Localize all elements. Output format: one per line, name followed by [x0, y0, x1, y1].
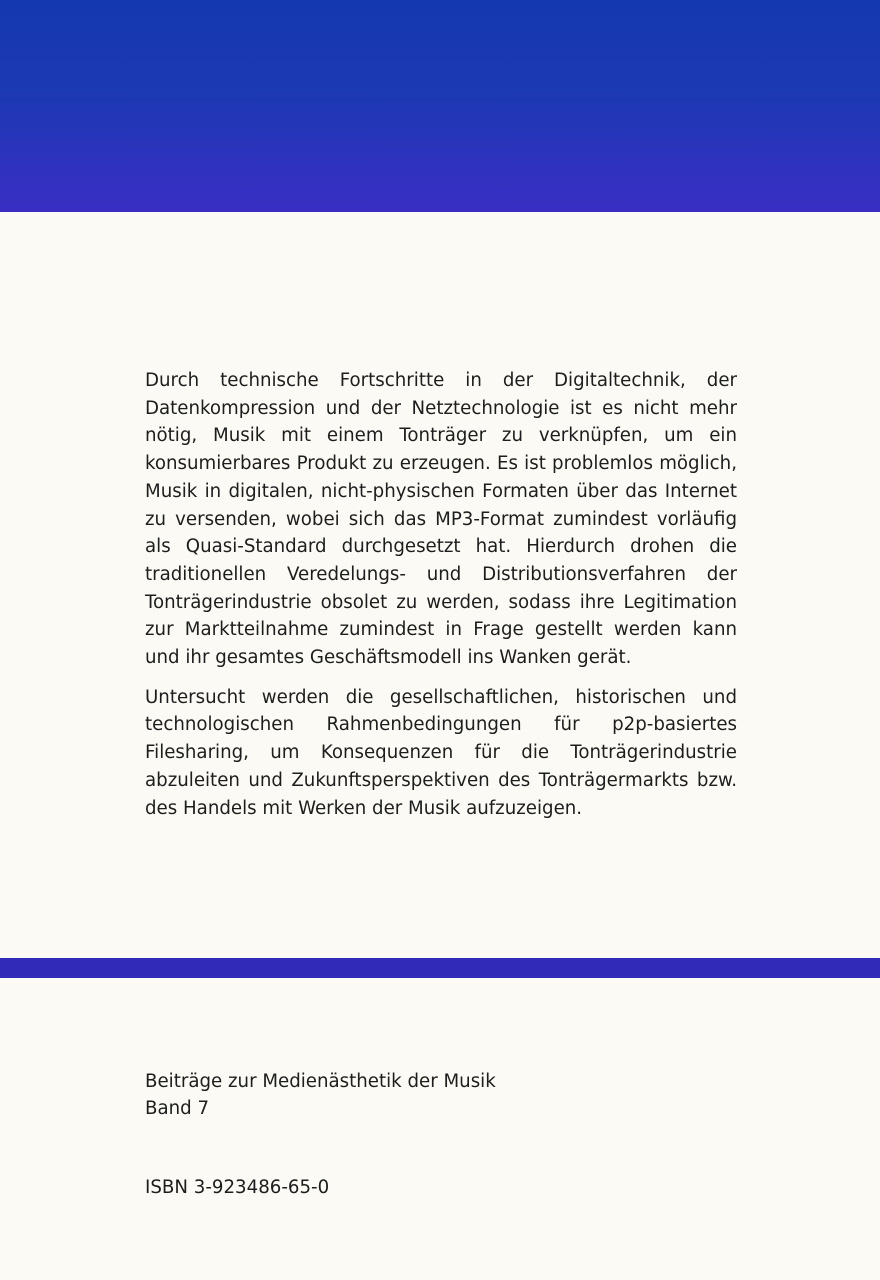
series-info [145, 1068, 496, 1122]
series-title: Beiträge zur Medienästhetik der Musik [145, 1071, 496, 1092]
back-cover-blurb [145, 367, 737, 822]
isbn-number: ISBN 3-923486-65-0 [145, 1177, 330, 1198]
series-volume: Band 7 [145, 1098, 210, 1119]
blurb-paragraph-1: Durch technische Fortschritte in der Digitaltechnik, der Datenkompression und der Netztechnologie ist es nicht mehr nötig, Musik mit einem Tonträger zu verknüpfen, um ein konsumierbares Produkt zu erzeugen. Es ist problemlos möglich, Musik in digitalen, nicht-physischen Formaten über das Internet zu versenden, wobei sich das MP3-Format zumindest vorläufig als Quasi-Standard durchgesetzt hat. Hierdurch drohen die traditionellen Veredelungs- und Distributionsverfahren der Tonträgerindustrie obsolet zu werden, sodass ihre Legitimation zur Marktteilnahme zumindest in Frage gestellt werden kann und ihr gesamtes Geschäftsmodell ins Wanken gerät. [145, 370, 737, 669]
middle-color-band [0, 958, 880, 978]
blurb-paragraph-2: Untersucht werden die gesellschaftlichen, historischen und technologischen Rahmenbedingungen für p2p-basiertes Filesharing, um Konsequenzen für die Tonträgerindustrie abzuleiten und Zukunftsperspektiven des Tonträgermarkts bzw. des Handels mit Werken der Musik aufzuzeigen. [145, 686, 737, 819]
top-color-band [0, 0, 880, 212]
